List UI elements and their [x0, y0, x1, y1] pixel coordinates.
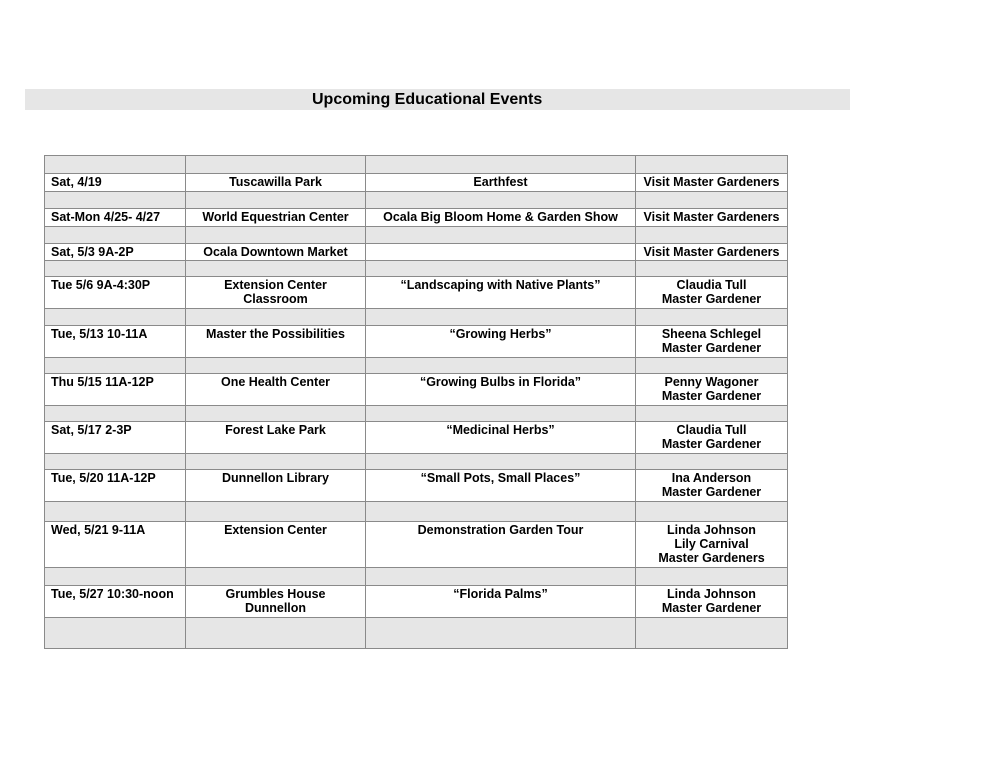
spacer-cell	[186, 227, 366, 244]
event-date: Wed, 5/21 9-11A	[45, 522, 186, 568]
event-presenter	[636, 244, 788, 261]
event-title	[366, 209, 636, 227]
event-row	[45, 522, 788, 568]
spacer-cell	[45, 192, 186, 209]
event-date: Sat-Mon 4/25- 4/27	[45, 209, 186, 227]
event-presenter-line: Master Gardener	[661, 437, 762, 451]
spacer-cell	[45, 502, 186, 522]
spacer-cell	[636, 192, 788, 209]
spacer-row	[45, 358, 788, 374]
event-row	[45, 586, 788, 618]
spacer-cell	[366, 192, 636, 209]
event-date: Tue 5/6 9A-4:30P	[45, 277, 186, 309]
event-location	[186, 326, 366, 358]
event-date: Tue, 5/20 11A-12P	[45, 470, 186, 502]
event-presenter-line: Master Gardener	[661, 389, 762, 403]
event-location-line: Extension Center	[224, 278, 327, 292]
event-title-line: Earthfest	[473, 175, 528, 189]
spacer-cell	[366, 227, 636, 244]
event-presenter-line: Master Gardener	[661, 292, 762, 306]
event-row	[45, 374, 788, 406]
event-title	[366, 326, 636, 358]
event-location-line: One Health Center	[220, 375, 331, 389]
spacer-row	[45, 406, 788, 422]
event-date: Tue, 5/27 10:30-noon	[45, 586, 186, 618]
spacer-row	[45, 309, 788, 326]
spacer-cell	[186, 261, 366, 277]
event-title	[366, 422, 636, 454]
event-presenter	[636, 522, 788, 568]
event-row	[45, 277, 788, 309]
spacer-cell	[186, 309, 366, 326]
event-presenter	[636, 326, 788, 358]
spacer-cell	[366, 454, 636, 470]
event-title	[366, 244, 636, 261]
events-table-body	[45, 156, 788, 649]
event-presenter	[636, 209, 788, 227]
spacer-row	[45, 454, 788, 470]
event-title-line: Ocala Big Bloom Home & Garden Show	[383, 210, 618, 224]
event-location-line: Extension Center	[224, 523, 327, 537]
event-presenter-line: Claudia Tull	[676, 278, 747, 292]
event-location-line: Grumbles House	[225, 587, 326, 601]
event-presenter-line: Claudia Tull	[676, 423, 747, 437]
spacer-cell	[45, 156, 186, 174]
spacer-row	[45, 227, 788, 244]
spacer-cell	[45, 309, 186, 326]
spacer-row	[45, 156, 788, 174]
event-title-line: “Landscaping with Native Plants”	[400, 278, 601, 292]
spacer-cell	[186, 156, 366, 174]
event-row	[45, 422, 788, 454]
event-title	[366, 277, 636, 309]
spacer-cell	[366, 261, 636, 277]
event-presenter-line: Linda Johnson	[667, 587, 756, 601]
event-row	[45, 174, 788, 192]
event-title-line: Demonstration Garden Tour	[417, 523, 584, 537]
event-presenter-line: Visit Master Gardeners	[643, 245, 780, 259]
event-location	[186, 244, 366, 261]
event-title	[366, 374, 636, 406]
spacer-cell	[366, 618, 636, 649]
event-presenter	[636, 470, 788, 502]
event-date: Sat, 5/3 9A-2P	[45, 244, 186, 261]
event-location-line: Classroom	[243, 292, 308, 306]
event-title-line: “Florida Palms”	[453, 587, 548, 601]
event-location	[186, 470, 366, 502]
spacer-cell	[636, 406, 788, 422]
spacer-cell	[186, 406, 366, 422]
spacer-row	[45, 192, 788, 209]
event-presenter-line: Lily Carnival	[674, 537, 749, 551]
event-date: Tue, 5/13 10-11A	[45, 326, 186, 358]
event-title	[366, 586, 636, 618]
event-presenter-line: Master Gardener	[661, 341, 762, 355]
spacer-row	[45, 502, 788, 522]
spacer-cell	[366, 568, 636, 586]
spacer-cell	[186, 192, 366, 209]
spacer-cell	[366, 358, 636, 374]
spacer-cell	[186, 358, 366, 374]
event-row	[45, 209, 788, 227]
spacer-cell	[366, 406, 636, 422]
spacer-row	[45, 618, 788, 649]
event-presenter-line: Sheena Schlegel	[661, 327, 762, 341]
event-presenter-line: Ina Anderson	[671, 471, 752, 485]
event-location	[186, 422, 366, 454]
spacer-row	[45, 261, 788, 277]
spacer-cell	[45, 568, 186, 586]
event-presenter	[636, 277, 788, 309]
events-table	[44, 155, 788, 649]
event-presenter-line: Visit Master Gardeners	[643, 175, 780, 189]
event-row	[45, 326, 788, 358]
event-title	[366, 174, 636, 192]
event-location-line: World Equestrian Center	[202, 210, 349, 224]
spacer-cell	[45, 454, 186, 470]
spacer-cell	[45, 261, 186, 277]
event-location	[186, 174, 366, 192]
event-title-line: “Small Pots, Small Places”	[420, 471, 581, 485]
spacer-cell	[636, 568, 788, 586]
event-presenter	[636, 422, 788, 454]
spacer-cell	[636, 502, 788, 522]
event-title	[366, 470, 636, 502]
spacer-cell	[636, 358, 788, 374]
event-location-line: Dunnellon Library	[222, 471, 329, 485]
spacer-cell	[45, 358, 186, 374]
event-location	[186, 277, 366, 309]
event-row	[45, 470, 788, 502]
spacer-cell	[636, 156, 788, 174]
event-location	[186, 522, 366, 568]
event-presenter	[636, 374, 788, 406]
event-location-line: Master the Possibilities	[206, 327, 345, 341]
spacer-cell	[186, 454, 366, 470]
spacer-cell	[636, 618, 788, 649]
event-location	[186, 209, 366, 227]
event-date: Sat, 5/17 2-3P	[45, 422, 186, 454]
event-location-line: Ocala Downtown Market	[203, 245, 348, 259]
spacer-cell	[45, 618, 186, 649]
spacer-cell	[366, 156, 636, 174]
event-location	[186, 374, 366, 406]
spacer-cell	[636, 261, 788, 277]
spacer-cell	[636, 227, 788, 244]
spacer-cell	[45, 406, 186, 422]
event-title-line: “Growing Bulbs in Florida”	[419, 375, 582, 389]
event-title-line: “Growing Herbs”	[449, 327, 552, 341]
event-location-line: Tuscawilla Park	[229, 175, 322, 189]
spacer-cell	[366, 309, 636, 326]
event-presenter-line: Master Gardener	[661, 601, 762, 615]
event-date: Thu 5/15 11A-12P	[45, 374, 186, 406]
spacer-cell	[636, 454, 788, 470]
event-presenter-line: Master Gardeners	[658, 551, 765, 565]
spacer-cell	[186, 618, 366, 649]
event-title-line: “Medicinal Herbs”	[446, 423, 555, 437]
spacer-cell	[366, 502, 636, 522]
spacer-cell	[186, 502, 366, 522]
spacer-cell	[45, 227, 186, 244]
event-presenter-line: Penny Wagoner	[664, 375, 759, 389]
title-bar	[25, 89, 850, 110]
event-presenter	[636, 586, 788, 618]
event-date: Sat, 4/19	[45, 174, 186, 192]
spacer-cell	[636, 309, 788, 326]
event-location	[186, 586, 366, 618]
event-row	[45, 244, 788, 261]
event-presenter-line: Linda Johnson	[667, 523, 756, 537]
event-title	[366, 522, 636, 568]
spacer-row	[45, 568, 788, 586]
event-location-line: Dunnellon	[244, 601, 307, 615]
event-location-line: Forest Lake Park	[225, 423, 326, 437]
event-presenter	[636, 174, 788, 192]
spacer-cell	[186, 568, 366, 586]
event-presenter-line: Master Gardener	[661, 485, 762, 499]
page-title: Upcoming Educational Events	[312, 90, 543, 108]
event-presenter-line: Visit Master Gardeners	[643, 210, 780, 224]
